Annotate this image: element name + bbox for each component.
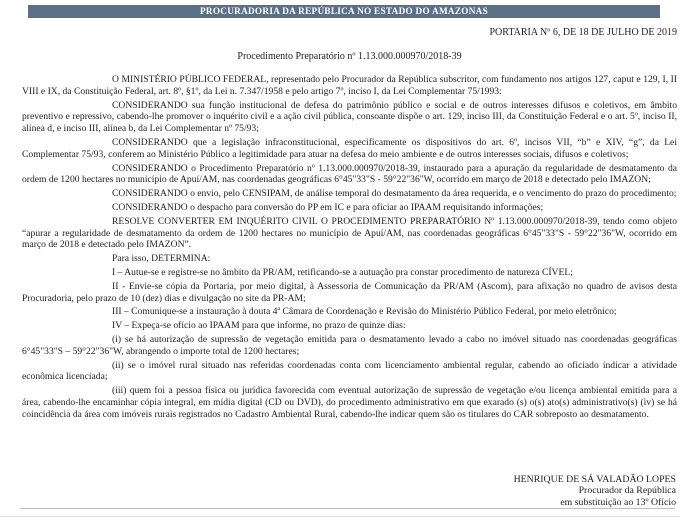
considerando-paragraph-4: CONSIDERANDO o envio, pelo CENSIPAM, de análise temporal do desmatamento da área requerida, e o vencimento do prazo do procedimento; [112, 188, 677, 200]
preamble-paragraph: O MINISTÉRIO PÚBLICO FEDERAL, representado pelo Procurador da República subscritor, com fundamento nos artigos 127, caput e 129, I, II VIII e IX, da Constituição Federal, art. 8º, §1º, da Lei n. 7.347/1958 e pelo artigo 7º, inciso I, da Lei Complementar 75/1993: [22, 74, 677, 97]
signature-note: em substituição ao 13º Ofício [560, 496, 676, 508]
portaria-heading: PORTARIA Nº 6, DE 18 DE JULHO DE 2019 [489, 27, 677, 38]
header-bar-title: PROCURADORIA DA REPÚBLICA NO ESTADO DO AMAZONAS [28, 5, 660, 18]
considerando-paragraph-3: CONSIDERANDO o Procedimento Preparatório nº 1.13.000.000970/2018-39, instaurado para a apuração da regularidade de desmatamento da ordem de 1200 hectares no município de Apuí/AM, nas coordenadas geográficas 6°45"33"S - 59°22"36"W, ocorrido em março de 2018 e detectado pelo IMAZON; [22, 162, 677, 186]
document-body [22, 74, 677, 421]
signature-block [514, 474, 676, 508]
considerando-paragraph-5: CONSIDERANDO o despacho para conversão do PP em IC e para oficiar ao IPAAM requisitando informações; [112, 201, 544, 213]
page-edge-rule [0, 516, 680, 517]
determina-paragraph: Para isso, DETERMINA: [112, 253, 211, 265]
item-II: II - Envie-se cópia da Portaria, por meio digital, à Assessoria de Comunicação da PR/AM (Ascom), para afixação no quadro de avisos desta Procuradoria, pelo prazo de 10 (dez) dias e divulgação no site da PR-AM; [22, 280, 677, 304]
document-content [22, 27, 677, 423]
item-III: III – Comunique-se a instauração à douta 4ª Câmara de Coordenação e Revisão do Ministério Público Federal, por meio eletrônico; [112, 306, 617, 318]
signature-role: Procurador da República [578, 485, 676, 497]
considerando-paragraph-2: CONSIDERANDO que a legislação infraconstitucional, especificamente os dispositivos do art. 6º, incisos VII, “b” e XIV, “g”, da Lei Complementar 75/93, conferem ao Ministério Público a legitimidade para atuar na defesa do meio ambiente e de outros interesses sociais, difusos e coletivos; [22, 136, 677, 160]
signature-name: HENRIQUE DE SÁ VALADÃO LOPES [513, 474, 676, 485]
item-I: I – Autue-se e registre-se no âmbito da PR/AM, retificando-se a autuação pra constar procedimento de natureza CÍVEL; [112, 266, 573, 278]
subitem-ii: (ii) se o imóvel rural situado nas referidas coordenadas conta com licenciamento ambiental regular, cabendo ao oficiado indicar a atividade econômica licenciada; [22, 359, 677, 383]
bottom-rule [20, 508, 675, 509]
procedimento-reference: Procedimento Preparatório nº 1.13.000.000970/2018-39 [237, 51, 462, 62]
subitem-iii: (iii) quem foi a pessoa física ou jurídica favorecida com eventual autorização de supressão de vegetação e/ou licença ambiental emitida para a área, cabendo-lhe encaminhar cópia integral, em mídia digital (CD ou DVD), do procedimento administrativo em que exarado (s) o(s) ato(s) administrativo(s) (iv) se há coincidência da área com imóveis rurais registrados no Cadastro Ambiental Rural, cabendo-lhe indicar quem são os titulares do CAR sobreposto ao desmatamento. [22, 385, 677, 420]
considerando-paragraph-1: CONSIDERANDO sua função institucional de defesa do patrimônio público e social e de outros interesses difusos e coletivos, em âmbito preventivo e repressivo, cabendo-lhe promover o inquérito civil e a ação civil pública, consoante dispõe o art. 129, inciso III, da Constituição Federal e o art. 5º, inciso II, alínea d, e inciso III, alínea b, da Lei Complementar nº 75/93; [22, 99, 677, 135]
subitem-i: (i) se há autorização de supressão de vegetação emitida para o desmatamento levado a cabo no imóvel situado nas coordenadas geográficas 6°45"33"S – 59°22"36"W, abrangendo o importe total de 1200 hectares; [22, 333, 677, 357]
item-IV: IV – Expeça-se ofício ao IPAAM para que informe, no prazo de quinze dias: [112, 320, 406, 332]
resolve-paragraph: RESOLVE CONVERTER EM INQUÉRITO CIVIL O PROCEDIMENTO PREPARATÓRIO Nº 1.13.000.000970/2018-39, tendo como objeto “apurar a regularidade de desmatamento da ordem de 1200 hectares no município de Apuí/AM, nas coordenadas geográficas 6°45"33"S - 59°22"36"W, ocorrido em março de 2018 e detectado pelo IMAZON”. [22, 215, 677, 251]
